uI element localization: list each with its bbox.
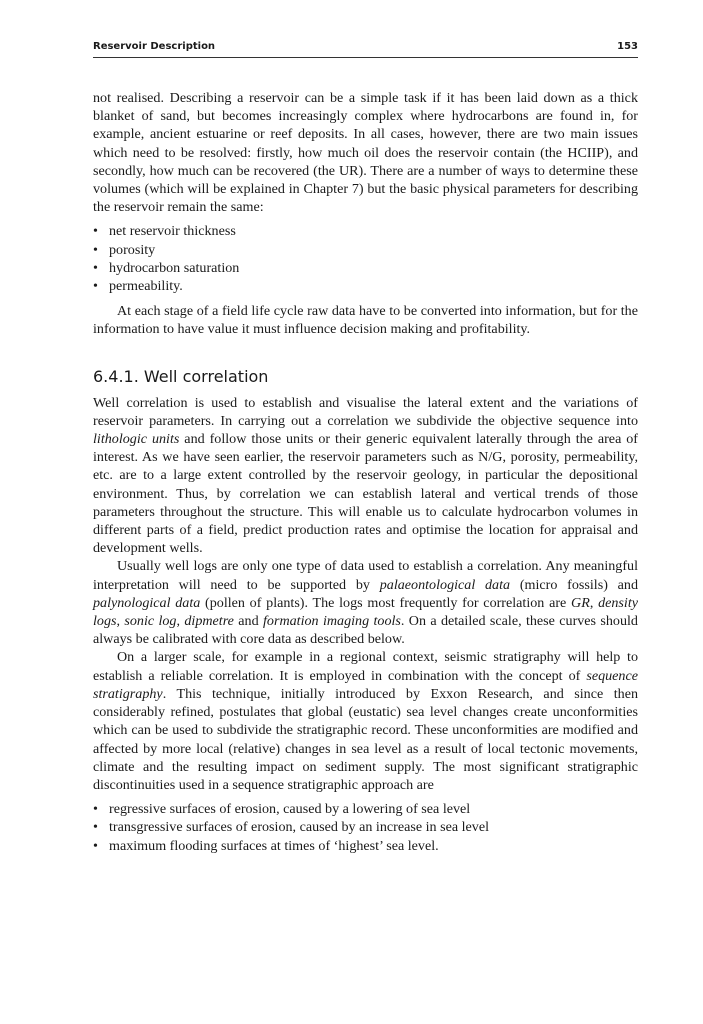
page	[93, 40, 638, 862]
list-item: • maximum flooding surfaces at times of ‘highest’ sea level.	[93, 837, 439, 854]
correlation-paragraph-2: Usually well logs are only one type of data used to establish a correlation. Any meaningful interpretation will need to be supported by palaeontological data (micro fossils) and palynological data (pollen of plants). The logs most frequently for correlation are GR, density logs, sonic log, dipmetre and formation imaging tools. On a detailed scale, these curves should always be calibrated with core data as described below.	[93, 558, 638, 648]
list-item: • hydrocarbon saturation	[93, 259, 240, 276]
list-item: • transgressive surfaces of erosion, caused by an increase in sea level	[93, 819, 489, 836]
intro-paragraph: not realised. Describing a reservoir can be a simple task if it has been laid down as a thick blanket of sand, but becomes increasingly complex where hydrocarbons are found in, for example, ancient estuarine or reef deposits. In all cases, however, there are two main issues which need to be resolved: firstly, how much oil does the reservoir contain (the HCIIP), and secondly, how much can be recovered (the UR). There are a number of ways to determine these volumes (which will be explained in Chapter 7) but the basic physical parameters for describing the reservoir remain the same:	[93, 90, 638, 216]
list-item: • net reservoir thickness	[93, 223, 236, 240]
correlation-paragraph-3: On a larger scale, for example in a regional context, seismic stratigraphy will help to establish a reliable correlation. It is employed in combination with the concept of sequence stratigraphy. This technique, initially introduced by Exxon Research, and since then considerably refined, postulates that global (eustatic) sea level changes create unconformities which can be used to subdivide the stratigraphic record. These unconformities are modified and affected by more local (relative) changes in sea level as a result of local tectonic movements, climate and the resulting impact on sediment supply. The most significant stratigraphic discontinuities used in a sequence stratigraphic approach are	[93, 649, 638, 793]
running-head	[93, 40, 638, 58]
page-number: 153	[617, 41, 638, 52]
bullet-icon: •	[93, 801, 98, 818]
bullet-icon: •	[93, 241, 98, 258]
parameter-list	[93, 222, 638, 295]
bullet-icon: •	[93, 223, 98, 240]
correlation-paragraph-1: Well correlation is used to establish and visualise the lateral extent and the variations of reservoir parameters. In carrying out a correlation we subdivide the objective sequence into lithologic units and follow those units or their generic equivalent laterally through the area of interest. As we have seen earlier, the reservoir parameters such as N/G, porosity, permeability, etc. are to a large extent controlled by the reservoir geology, in particular the depositional environment. Thus, by correlation we can establish lateral and vertical trends of those parameters throughout the structure. This will enable us to calculate hydrocarbon volumes in different parts of a field, predict production rates and optimise the location for appraisal and development wells.	[93, 394, 638, 557]
bullet-icon: •	[93, 837, 98, 854]
section-heading: 6.4.1. Well correlation	[93, 366, 269, 386]
list-item: • porosity	[93, 241, 156, 258]
bullet-icon: •	[93, 259, 98, 276]
list-item: • permeability.	[93, 278, 183, 295]
bullet-icon: •	[93, 278, 98, 295]
body-text	[93, 89, 638, 855]
discontinuity-list	[93, 800, 638, 855]
bullet-icon: •	[93, 819, 98, 836]
list-item: • regressive surfaces of erosion, caused by a lowering of sea level	[93, 801, 471, 818]
chapter-title: Reservoir Description	[93, 41, 216, 52]
lifecycle-paragraph: At each stage of a field life cycle raw data have to be converted into information, but for the information to have value it must influence decision making and profitability.	[93, 303, 638, 338]
